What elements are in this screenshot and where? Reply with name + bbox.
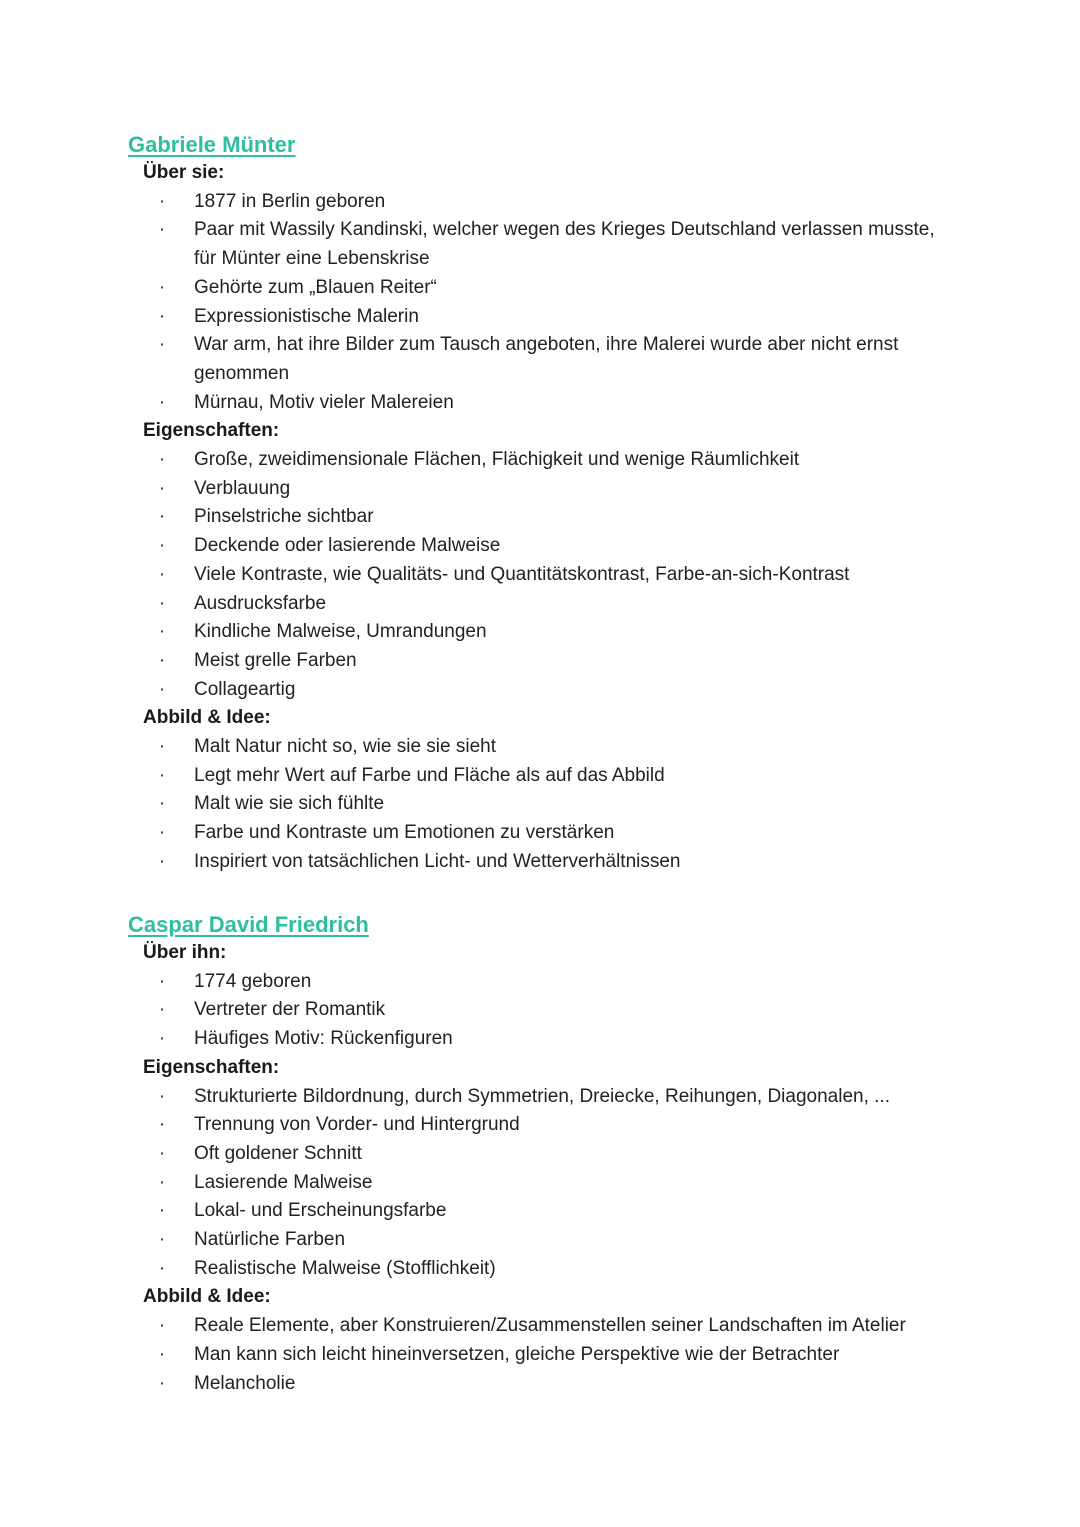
bullet-icon: · bbox=[158, 391, 166, 413]
bullet-icon: · bbox=[158, 219, 166, 241]
list-item-text: Lokal- und Erscheinungsfarbe bbox=[194, 1200, 447, 1222]
list-item-text: Kindliche Malweise, Umrandungen bbox=[194, 621, 487, 643]
list-item-text: Deckende oder lasierende Malweise bbox=[194, 535, 501, 557]
list-item-text: Pinselstriche sichtbar bbox=[194, 506, 374, 528]
list-item-text: Gehörte zum „Blauen Reiter“ bbox=[194, 276, 437, 298]
list-item-text: Melancholie bbox=[194, 1372, 296, 1394]
bullet-icon: · bbox=[158, 535, 166, 557]
list-item-text: Inspiriert von tatsächlichen Licht- und Wetterverhältnissen bbox=[194, 850, 681, 872]
bullet-icon: · bbox=[158, 999, 166, 1021]
bullet-icon: · bbox=[158, 563, 166, 585]
list-item-text: Trennung von Vorder- und Hintergrund bbox=[194, 1114, 520, 1136]
list-item-text: Realistische Malweise (Stofflichkeit) bbox=[194, 1257, 496, 1279]
bullet-icon: · bbox=[158, 1315, 166, 1337]
list-item-text: Viele Kontraste, wie Qualitäts- und Quantitätskontrast, Farbe-an-sich-Kontrast bbox=[194, 563, 850, 585]
bullet-icon: · bbox=[158, 736, 166, 757]
bullet-icon: · bbox=[158, 1372, 166, 1394]
list-item-text: War arm, hat ihre Bilder zum Tausch angeboten, ihre Malerei wurde aber nicht ernst genommen bbox=[194, 334, 899, 384]
list-item-text: Farbe und Kontraste um Emotionen zu verstärken bbox=[194, 822, 615, 844]
list-item-text: Expressionistische Malerin bbox=[194, 305, 419, 327]
section-heading: Über sie: bbox=[143, 162, 225, 183]
list-item-text: Große, zweidimensionale Flächen, Flächigkeit und wenige Räumlichkeit bbox=[194, 449, 800, 470]
bullet-icon: · bbox=[158, 190, 166, 212]
bullet-icon: · bbox=[158, 305, 166, 327]
bullet-icon: · bbox=[158, 793, 166, 815]
bullet-icon: · bbox=[158, 1257, 166, 1279]
bullet-icon: · bbox=[158, 449, 166, 470]
list-item-text: Mürnau, Motiv vieler Malereien bbox=[194, 391, 454, 413]
list-item-text: Oft goldener Schnitt bbox=[194, 1142, 362, 1164]
bullet-icon: · bbox=[158, 649, 166, 671]
bullet-icon: · bbox=[158, 334, 166, 356]
list-item-text: Malt Natur nicht so, wie sie sie sieht bbox=[194, 736, 497, 757]
bullet-icon: · bbox=[158, 1028, 166, 1050]
list-item-text: Verblauung bbox=[194, 477, 291, 499]
section-heading: Eigenschaften: bbox=[143, 1056, 280, 1078]
list-item-text: Man kann sich leicht hineinversetzen, gleiche Perspektive wie der Betrachter bbox=[194, 1343, 840, 1365]
list-item-text: Reale Elemente, aber Konstruieren/Zusammenstellen seiner Landschaften im Atelier bbox=[194, 1315, 906, 1337]
bullet-icon: · bbox=[158, 1200, 166, 1222]
list-item-text: Natürliche Farben bbox=[194, 1229, 346, 1250]
section-heading: Eigenschaften: bbox=[143, 420, 280, 442]
bullet-icon: · bbox=[158, 1229, 166, 1250]
bullet-icon: · bbox=[158, 592, 166, 614]
bullet-icon: · bbox=[158, 678, 166, 700]
list-item-text: 1877 in Berlin geboren bbox=[194, 190, 386, 212]
section-heading: Abbild & Idee: bbox=[143, 707, 271, 729]
list-item-text: Malt wie sie sich fühlte bbox=[194, 793, 385, 815]
list-item-text: Legt mehr Wert auf Farbe und Fläche als auf das Abbild bbox=[194, 764, 665, 786]
bullet-icon: · bbox=[158, 822, 166, 844]
bullet-icon: · bbox=[158, 850, 166, 872]
list-item-text: Lasierende Malweise bbox=[194, 1171, 373, 1193]
artist-title: Caspar David Friedrich bbox=[128, 912, 369, 937]
bullet-icon: · bbox=[158, 1171, 166, 1193]
bullet-icon: · bbox=[158, 1343, 166, 1365]
bullet-icon: · bbox=[158, 276, 166, 298]
list-item-text: Strukturierte Bildordnung, durch Symmetrien, Dreiecke, Reihungen, Diagonalen, ... bbox=[194, 1085, 890, 1107]
list-item-text: Collageartig bbox=[194, 678, 296, 700]
section-heading: Über ihn: bbox=[143, 942, 227, 963]
bullet-icon: · bbox=[158, 1085, 166, 1107]
bullet-icon: · bbox=[158, 764, 166, 786]
section-heading: Abbild & Idee: bbox=[143, 1286, 271, 1308]
list-item-text: Meist grelle Farben bbox=[194, 649, 357, 671]
list-item-text: Ausdrucksfarbe bbox=[194, 592, 327, 614]
artist-title: Gabriele Münter bbox=[128, 132, 296, 157]
bullet-icon: · bbox=[158, 970, 166, 992]
list-item-text: Häufiges Motiv: Rückenfiguren bbox=[194, 1028, 453, 1050]
bullet-icon: · bbox=[158, 1142, 166, 1164]
bullet-icon: · bbox=[158, 1114, 166, 1136]
list-item-text: Paar mit Wassily Kandinski, welcher wegen des Krieges Deutschland verlassen musste, für Münter eine Lebenskrise bbox=[194, 219, 935, 270]
list-item-text: 1774 geboren bbox=[194, 970, 312, 992]
list-item-text: Vertreter der Romantik bbox=[194, 999, 386, 1021]
bullet-icon: · bbox=[158, 506, 166, 528]
bullet-icon: · bbox=[158, 477, 166, 499]
bullet-icon: · bbox=[158, 621, 166, 643]
